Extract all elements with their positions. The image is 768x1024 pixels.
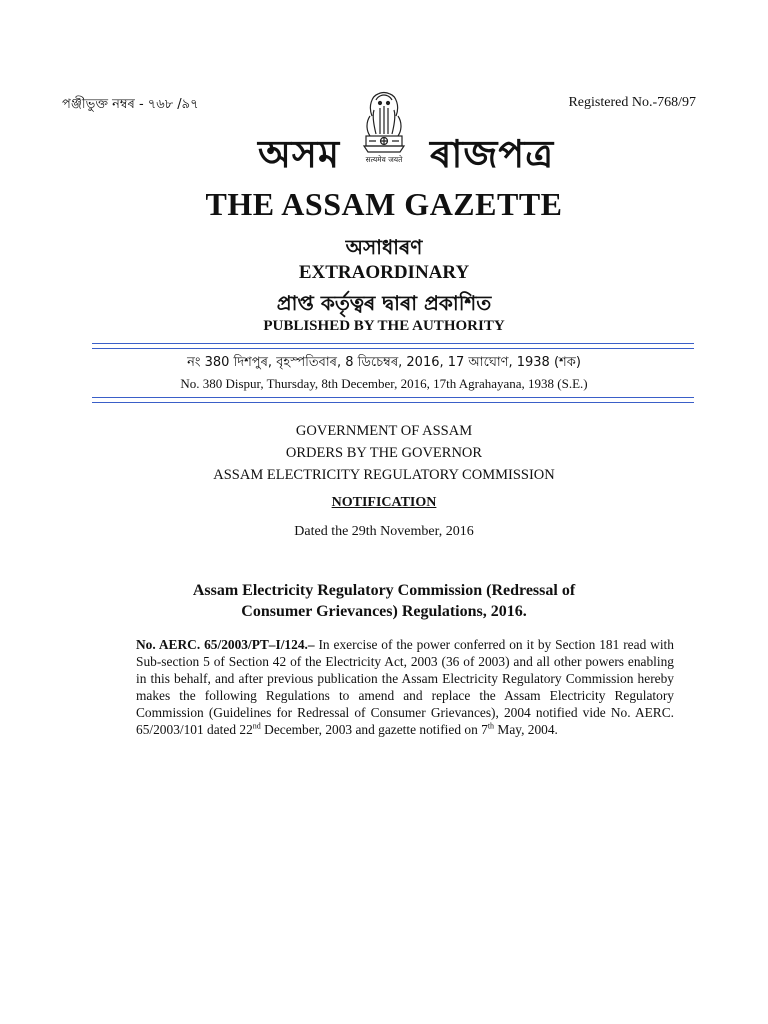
regulation-title-line2: Consumer Grievances) Regulations, 2016. (241, 603, 527, 620)
gazette-title-english: THE ASSAM GAZETTE (205, 186, 563, 222)
emblem-motto: सत्यमेव जयते (365, 155, 403, 164)
double-rule-top (92, 343, 694, 349)
registration-number-english: Registered No.-768/97 (568, 95, 696, 110)
notification-date: Dated the 29th November, 2016 (294, 524, 474, 539)
double-rule-bottom (92, 397, 694, 403)
government-block (0, 420, 768, 486)
registration-number-assamese: পঞ্জীভুক্ত নম্বৰ - ৭৬৮ /৯৭ (62, 97, 199, 112)
dateline-assamese: নং 380 দিশপুৰ, বৃহস্পতিবাৰ, 8 ডিচেম্বৰ, 2016, 17 আঘোণ, 1938 (শক) (187, 355, 581, 370)
published-by-authority-english: PUBLISHED BY THE AUTHORITY (263, 318, 505, 334)
extraordinary-assamese: অসাধাৰণ (345, 235, 423, 259)
gazette-title-assamese-right: ৰাজপত্ৰ (430, 132, 555, 176)
dateline-english: No. 380 Dispur, Thursday, 8th December, 2016, 17th Agrahayana, 1938 (S.E.) (180, 376, 588, 391)
gazette-title-assamese-left: অসম (258, 132, 341, 176)
notification-heading: NOTIFICATION (331, 495, 437, 510)
regulation-body-paragraph: No. AERC. 65/2003/PT–I/124.– In exercise of the power conferred on it by Section 181 read with Sub-section 5 of Section 42 of the Electricity Act, 2003 (36 of 2003) and all other powers enabling in this behalf, and after previous publication the Assam Electricity Regulatory Commission hereby makes the following Regulations to amend and replace the Assam Electricity Regulatory Commission (Guidelines for Redressal of Consumer Grievances), 2004 notified vide No. AERC. 65/2003/101 dated 22nd December, 2003 and gazette notified on 7th May, 2004. (136, 637, 674, 737)
extraordinary-english: EXTRAORDINARY (298, 262, 470, 283)
commission-line: ASSAM ELECTRICITY REGULATORY COMMISSION (213, 467, 555, 483)
published-by-authority-assamese: প্ৰাপ্ত কৰ্তৃত্বৰ দ্বাৰা প্ৰকাশিত (276, 291, 492, 315)
orders-line: ORDERS BY THE GOVERNOR (285, 445, 483, 461)
regulation-title (0, 580, 768, 622)
national-emblem-icon (356, 86, 412, 180)
government-line: GOVERNMENT OF ASSAM (295, 423, 473, 439)
reference-number: No. AERC. 65/2003/PT–I/124.– (136, 637, 315, 652)
regulation-title-line1: Assam Electricity Regulatory Commission (Redressal of (192, 582, 576, 599)
